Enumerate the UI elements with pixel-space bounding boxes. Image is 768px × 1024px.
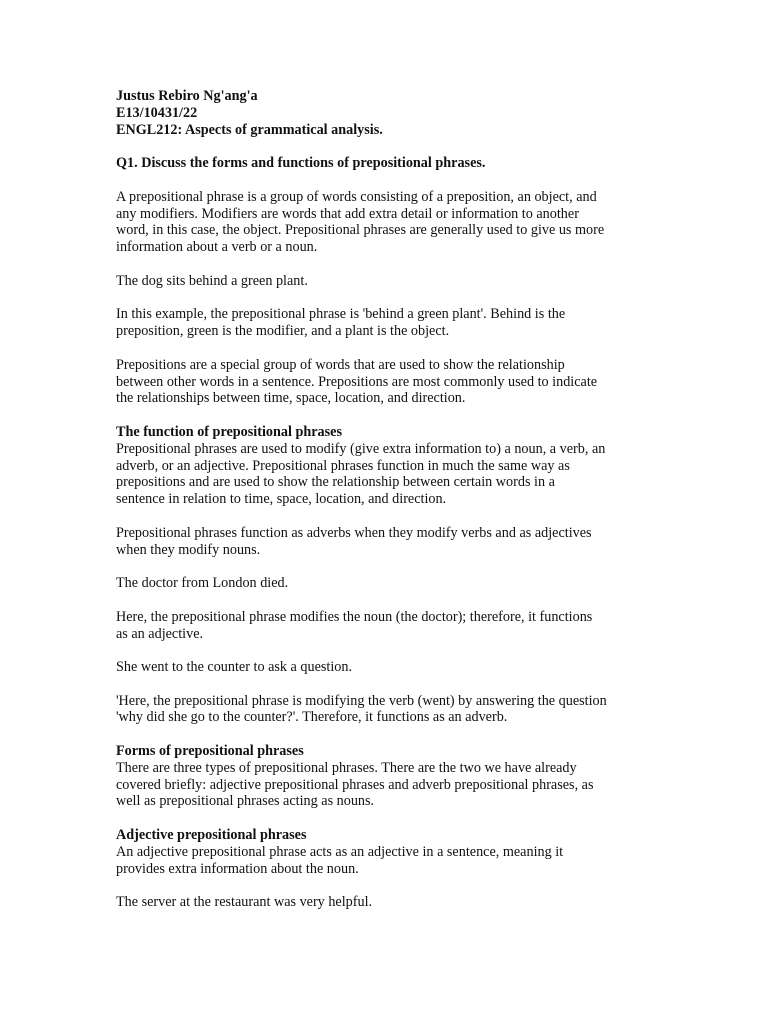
spacer [116, 172, 656, 189]
spacer [116, 407, 656, 424]
text-line: Here, the prepositional phrase modifies the noun (the doctor); therefore, it functions [116, 608, 593, 625]
text-line: when they modify nouns. [116, 541, 261, 558]
text-line: well as prepositional phrases acting as nouns. [116, 793, 375, 810]
spacer [116, 290, 656, 307]
text-line: covered briefly: adjective prepositional phrases and adverb prepositional phrases, as [116, 776, 594, 793]
spacer [116, 256, 656, 273]
section-heading: Forms of prepositional phrases [116, 743, 304, 760]
spacer [116, 877, 656, 894]
text-line: There are three types of prepositional phrases. There are the two we have already [116, 759, 577, 776]
intro-paragraph [116, 189, 656, 256]
example-sentence-3: She went to the counter to ask a question. [116, 659, 353, 676]
text-line: the relationships between time, space, location, and direction. [116, 390, 466, 407]
text-line: adverb, or an adjective. Prepositional phrases function in much the same way as [116, 457, 570, 474]
text-line: word, in this case, the object. Prepositional phrases are generally used to give us more [116, 222, 605, 239]
text-line: 'Here, the prepositional phrase is modifying the verb (went) by answering the question [116, 692, 607, 709]
registration-number: E13/10431/22 [116, 104, 198, 121]
text-line: 'why did she go to the counter?'. Therefore, it functions as an adverb. [116, 709, 508, 726]
example-sentence-4: The server at the restaurant was very helpful. [116, 894, 373, 911]
document-page [116, 88, 656, 911]
text-line: between other words in a sentence. Prepositions are most commonly used to indicate [116, 373, 598, 390]
section-heading: Adjective prepositional phrases [116, 827, 307, 844]
text-line: An adjective prepositional phrase acts as an adjective in a sentence, meaning it [116, 843, 564, 860]
spacer [116, 642, 656, 659]
course-title: ENGL212: Aspects of grammatical analysis. [116, 121, 383, 138]
text-line: Prepositions are a special group of words that are used to show the relationship [116, 356, 565, 373]
spacer [116, 340, 656, 357]
adjective-section [116, 827, 656, 911]
spacer [116, 592, 656, 609]
text-line: preposition, green is the modifier, and a plant is the object. [116, 323, 450, 340]
spacer [116, 726, 656, 743]
spacer [116, 676, 656, 693]
text-line: prepositions and are used to show the relationship between certain words in a [116, 474, 555, 491]
text-line: information about a verb or a noun. [116, 239, 318, 256]
spacer [116, 138, 656, 155]
spacer [116, 508, 656, 525]
text-line: A prepositional phrase is a group of words consisting of a preposition, an object, and [116, 188, 597, 205]
text-line: sentence in relation to time, space, location, and direction. [116, 491, 447, 508]
forms-section [116, 743, 656, 810]
text-line: Prepositional phrases are used to modify (give extra information to) a noun, a verb, an [116, 440, 606, 457]
question-heading: Q1. Discuss the forms and functions of prepositional phrases. [116, 155, 486, 172]
spacer [116, 558, 656, 575]
prepositions-definition [116, 357, 656, 407]
text-line: provides extra information about the noun. [116, 860, 359, 877]
document-header [116, 88, 656, 138]
example-1-explanation [116, 306, 656, 340]
example-sentence-1: The dog sits behind a green plant. [116, 272, 308, 289]
author-name: Justus Rebiro Ng'ang'a [116, 88, 258, 104]
text-line: as an adjective. [116, 625, 204, 642]
function-section [116, 424, 656, 726]
example-sentence-2: The doctor from London died. [116, 575, 289, 592]
spacer [116, 810, 656, 827]
section-heading: The function of prepositional phrases [116, 423, 342, 440]
text-line: In this example, the prepositional phrase is 'behind a green plant'. Behind is the [116, 306, 566, 323]
text-line: any modifiers. Modifiers are words that add extra detail or information to another [116, 205, 579, 222]
text-line: Prepositional phrases function as adverbs when they modify verbs and as adjectives [116, 524, 592, 541]
